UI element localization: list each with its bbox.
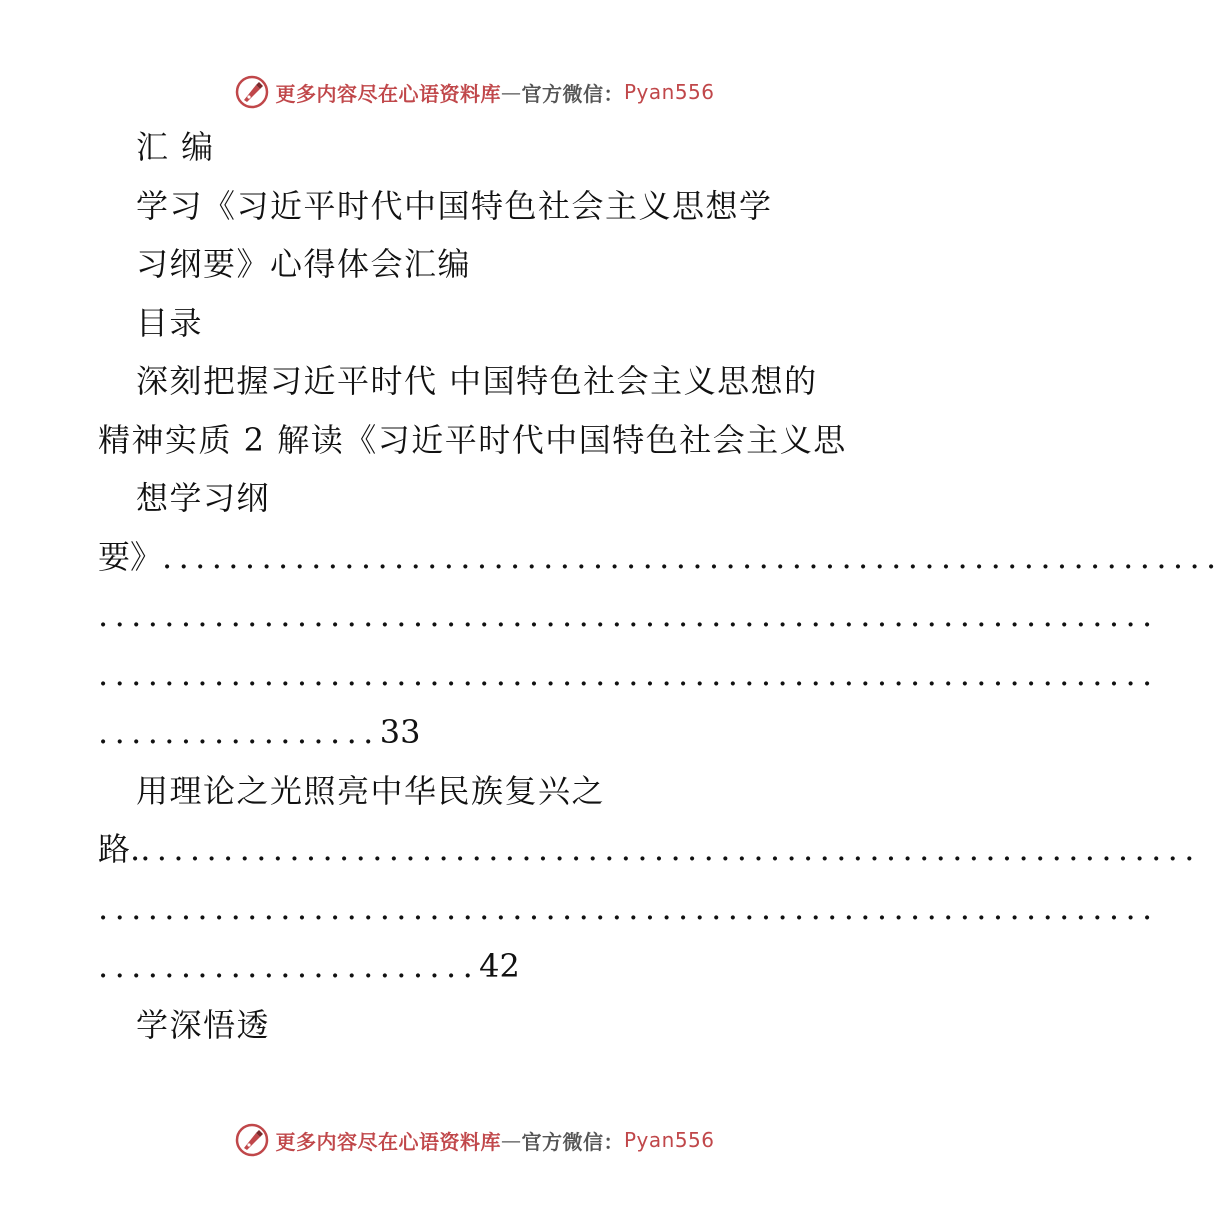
toc-entry-2-page: 42 — [479, 947, 520, 985]
toc-entry-1-line-4 — [98, 528, 1223, 587]
toc-entry-1-page: 33 — [379, 713, 421, 751]
toc-entry-3-line-1: 学深悟透 — [136, 1005, 271, 1044]
toc-leader-dots: ................................................................ — [140, 830, 1201, 868]
toc-leader-dots: ................................................................ — [162, 537, 1223, 576]
watermark-main-text: 更多内容尽在心语资料库 — [275, 1129, 501, 1154]
doc-title-line-1: 学习《习近平时代中国特色社会主义思想学 — [136, 186, 773, 225]
toc-entry-1-page-row — [98, 703, 858, 762]
toc-entry-1-dots-row — [98, 645, 1159, 704]
watermark-id: Pyan556 — [623, 80, 715, 104]
watermark-dash: — — [500, 1128, 522, 1152]
toc-entry-2-line-2-text: 路. — [98, 830, 141, 868]
doc-title-line-2: 习纲要》心得体会汇编 — [136, 245, 472, 283]
toc-leader-dots: ................................................................ — [98, 888, 1159, 927]
toc-entry-1-line-3: 想学习纲 — [136, 479, 271, 517]
toc-entry-1-line-2: 精神实质 2 解读《习近平时代中国特色社会主义思 — [98, 420, 847, 459]
toc-entry-2-line-2 — [98, 820, 1201, 879]
toc-entry-2-dots-row — [98, 879, 1159, 938]
toc-leader-dots: ................................................................ — [98, 654, 1159, 693]
toc-entry-1-line-1: 深刻把握习近平时代 中国特色社会主义思想的 — [136, 362, 818, 400]
toc-entry-1-line-4-text: 要》 — [98, 537, 163, 576]
watermark-label: 官方微信： — [521, 1129, 624, 1154]
pen-nib-icon — [235, 75, 269, 109]
watermark-id: Pyan556 — [623, 1128, 715, 1152]
toc-leader-dots: ................. — [98, 713, 380, 751]
toc-entry-2-line-1: 用理论之光照亮中华民族复兴之 — [136, 771, 606, 810]
watermark-dash: — — [500, 80, 522, 104]
pen-nib-icon — [235, 1123, 269, 1157]
footer-watermark — [0, 1120, 950, 1160]
toc-leader-dots: ....................... — [98, 947, 480, 985]
doc-heading: 汇 编 — [136, 128, 215, 166]
document-body — [98, 118, 1223, 1054]
toc-entry-1-dots-row — [98, 586, 1159, 645]
header-watermark — [0, 72, 950, 112]
watermark-main-text: 更多内容尽在心语资料库 — [275, 81, 501, 106]
watermark-label: 官方微信： — [521, 81, 624, 106]
toc-leader-dots: ................................................................ — [98, 596, 1159, 634]
toc-label: 目录 — [136, 303, 204, 342]
toc-entry-2-page-row — [98, 937, 858, 996]
